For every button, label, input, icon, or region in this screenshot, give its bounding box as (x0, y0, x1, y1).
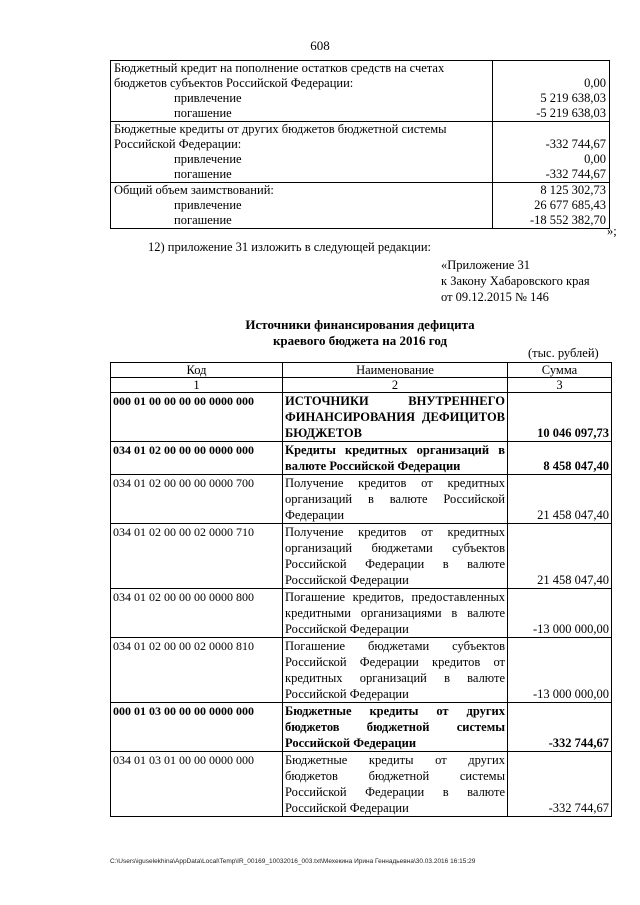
group-title-line: бюджетов субъектов Российской Федерации: (114, 76, 354, 90)
borrowing-group-row (111, 61, 610, 122)
row-name: ИСТОЧНИКИ ВНУТРЕННЕГО ФИНАНСИРОВАНИЯ ДЕФИЦИТОВ БЮДЖЕТОВ (283, 393, 508, 442)
table-row (111, 589, 612, 638)
document-heading (110, 317, 610, 349)
sub-item-value: 0,00 (584, 152, 606, 166)
row-sum: -332 744,67 (508, 703, 612, 752)
appendix-line: от 09.12.2015 № 146 (441, 290, 549, 304)
group-title-line: Общий объем заимствований: (114, 183, 274, 197)
row-name: Кредиты кредитных организаций в валюте Российской Федерации (283, 442, 508, 475)
row-sum: 10 046 097,73 (508, 393, 612, 442)
group-total-value: -332 744,67 (545, 137, 606, 151)
table-row (111, 703, 612, 752)
header-sum: Сумма (508, 363, 612, 378)
table-number-row (111, 378, 612, 393)
page-number: 608 (310, 38, 330, 53)
row-sum: 21 458 047,40 (508, 524, 612, 589)
edit-instruction: 12) приложение 31 изложить в следующей редакции: (148, 240, 431, 254)
heading-line: краевого бюджета на 2016 год (272, 333, 448, 348)
heading-line: Источники финансирования дефицита (245, 317, 475, 332)
table-row (111, 752, 612, 817)
units-label: (тыс. рублей) (528, 346, 599, 360)
borrowing-group-name (111, 61, 493, 122)
sub-item-value: -18 552 382,70 (529, 213, 606, 227)
sub-item-value: 5 219 638,03 (540, 91, 606, 105)
row-sum: -13 000 000,00 (508, 638, 612, 703)
row-code: 034 01 02 00 00 00 0000 800 (111, 589, 283, 638)
table-header-row (111, 363, 612, 378)
row-name: Погашение кредитов, предоставленных кредитными организациями в валюте Российской Федерации (283, 589, 508, 638)
sub-item-label: погашение (174, 106, 232, 120)
sub-item-value: -5 219 638,03 (536, 106, 606, 120)
row-code: 034 01 02 00 00 02 0000 810 (111, 638, 283, 703)
row-sum: 21 458 047,40 (508, 475, 612, 524)
row-name: Получение кредитов от кредитных организаций бюджетами субъектов Российской Федерации в валюте Российской Федерации (283, 524, 508, 589)
group-title-line: Бюджетные кредиты от других бюджетов бюджетной системы (114, 122, 447, 136)
row-name: Погашение бюджетами субъектов Российской Федерации кредитов от кредитных организаций в валюте Российской Федерации (283, 638, 508, 703)
sub-item-label: погашение (174, 167, 232, 181)
sub-item-value: 26 677 685,43 (534, 198, 606, 212)
value-spacer (496, 122, 606, 137)
appendix-reference (441, 257, 590, 305)
row-code: 000 01 03 00 00 00 0000 000 (111, 703, 283, 752)
row-name: Получение кредитов от кредитных организаций в валюте Российской Федерации (283, 475, 508, 524)
borrowing-group-values (493, 122, 610, 183)
file-path-footer: C:\Users\iguselekhina\AppData\Local\Temp\IR_00169_10032016_003.txt\Мехекина Ирина Геннадьевна\30.03.2016 16:15:29 (110, 858, 476, 865)
sub-item-label: привлечение (174, 152, 242, 166)
column-number: 3 (508, 378, 612, 393)
table-row (111, 638, 612, 703)
header-code: Код (111, 363, 283, 378)
group-title-line: Бюджетный кредит на пополнение остатков средств на счетах (114, 61, 445, 75)
borrowing-group-name (111, 183, 493, 229)
table-row (111, 393, 612, 442)
sub-item-label: погашение (174, 213, 232, 227)
borrowing-group-row (111, 122, 610, 183)
column-number: 1 (111, 378, 283, 393)
borrowing-group-name (111, 122, 493, 183)
sub-item-label: привлечение (174, 198, 242, 212)
row-sum: 8 458 047,40 (508, 442, 612, 475)
value-spacer (496, 61, 606, 76)
row-sum: -13 000 000,00 (508, 589, 612, 638)
column-number: 2 (283, 378, 508, 393)
appendix-line: к Закону Хабаровского края (441, 274, 590, 288)
sub-item-label: привлечение (174, 91, 242, 105)
row-name: Бюджетные кредиты от других бюджетов бюджетной системы Российской Федерации (283, 703, 508, 752)
borrowing-group-values (493, 183, 610, 229)
row-code: 034 01 02 00 00 02 0000 710 (111, 524, 283, 589)
borrowing-group-row (111, 183, 610, 229)
row-name: Бюджетные кредиты от других бюджетов бюджетной системы Российской Федерации в валюте Российской Федерации (283, 752, 508, 817)
sub-item-value: -332 744,67 (545, 167, 606, 181)
borrowing-table (110, 60, 610, 229)
financing-sources-table (110, 362, 612, 817)
row-sum: -332 744,67 (508, 752, 612, 817)
group-title-line: Российской Федерации: (114, 137, 242, 151)
row-code: 034 01 03 01 00 00 0000 000 (111, 752, 283, 817)
row-code: 034 01 02 00 00 00 0000 700 (111, 475, 283, 524)
appendix-line: «Приложение 31 (441, 258, 530, 272)
header-name: Наименование (283, 363, 508, 378)
table-row (111, 475, 612, 524)
table-closing-quote: »; (607, 224, 617, 238)
row-code: 000 01 00 00 00 00 0000 000 (111, 393, 283, 442)
group-total-value: 8 125 302,73 (540, 183, 606, 197)
table-row (111, 524, 612, 589)
table-row (111, 442, 612, 475)
borrowing-group-values (493, 61, 610, 122)
row-code: 034 01 02 00 00 00 0000 000 (111, 442, 283, 475)
group-total-value: 0,00 (584, 76, 606, 90)
